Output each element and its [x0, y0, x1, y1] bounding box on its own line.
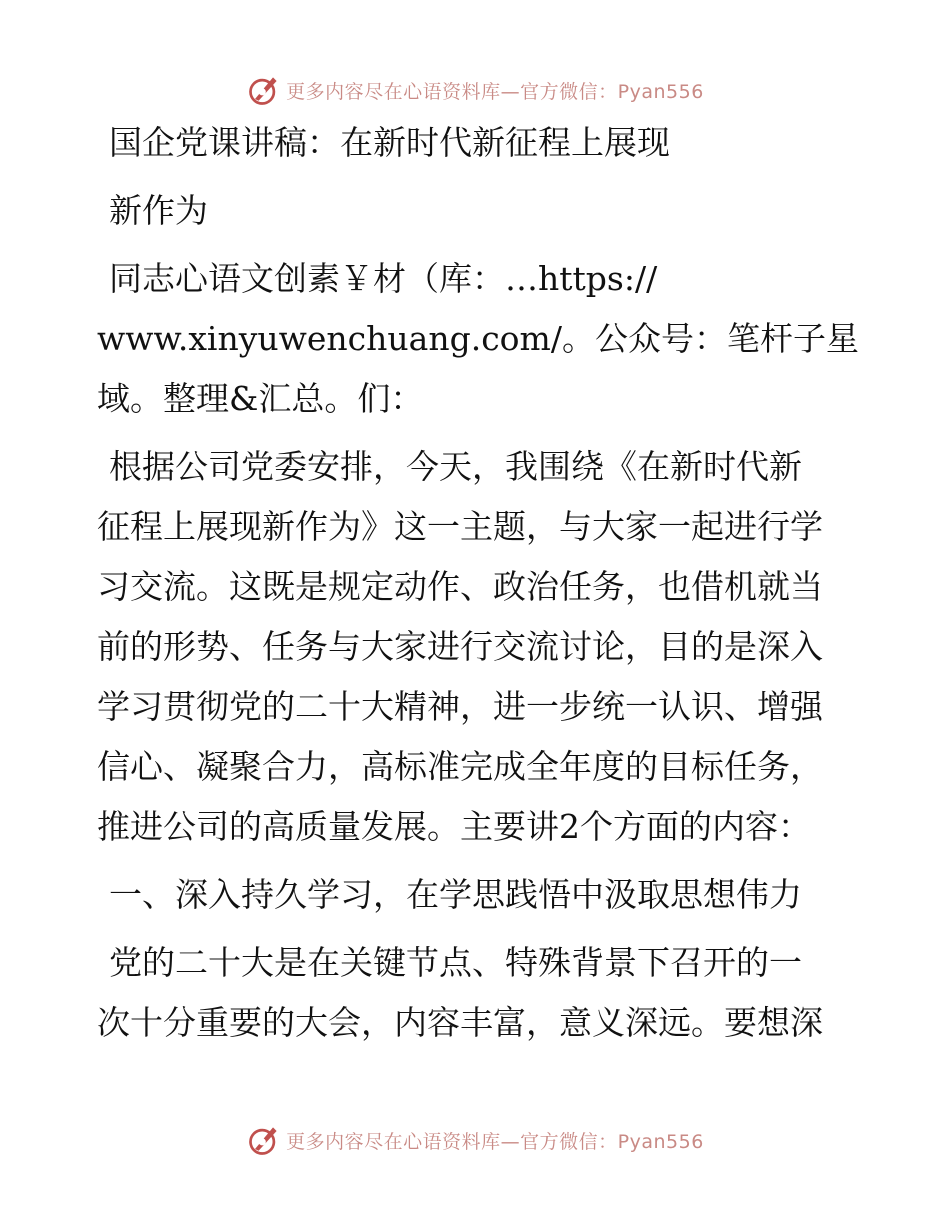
document-body — [97, 118, 857, 1048]
paragraph-line: 党的二十大是在关键节点、特殊背景下召开的一 — [109, 943, 802, 982]
quill-logo-icon — [246, 72, 282, 108]
paragraph-line: 次十分重要的大会，内容丰富，意义深远。要想深 — [97, 1003, 823, 1042]
source-line-3: 域。整理&汇总。们： — [97, 379, 424, 418]
section-heading-1: 一、深入持久学习，在学思践悟中汲取思想伟力 — [109, 875, 802, 914]
title-line-1: 国企党课讲稿：在新时代新征程上展现 — [109, 123, 670, 162]
title-line-2: 新作为 — [109, 191, 208, 230]
watermark-text: 更多内容尽在心语资料库—官方微信：Pyan556 — [286, 1130, 704, 1153]
paragraph-line: 习交流。这既是规定动作、政治任务，也借机就当 — [97, 567, 823, 606]
watermark-footer — [0, 1120, 950, 1160]
watermark-header — [0, 70, 950, 110]
paragraph-line: 征程上展现新作为》这一主题，与大家一起进行学 — [97, 507, 823, 546]
paragraph-line: 学习贯彻党的二十大精神，进一步统一认识、增强 — [97, 687, 823, 726]
quill-logo-icon — [246, 1122, 282, 1158]
watermark-text: 更多内容尽在心语资料库—官方微信：Pyan556 — [286, 80, 704, 103]
paragraph-line: 推进公司的高质量发展。主要讲2个方面的内容： — [97, 807, 811, 846]
source-line-2: www.xinyuwenchuang.com/。公众号：笔杆子星 — [97, 319, 859, 358]
paragraph-line: 信心、凝聚合力，高标准完成全年度的目标任务， — [97, 747, 823, 786]
paragraph-intro — [97, 442, 857, 852]
paragraph-line: 根据公司党委安排，今天，我围绕《在新时代新 — [109, 447, 802, 486]
paragraph-section-1 — [97, 938, 857, 1048]
paragraph-line: 前的形势、任务与大家进行交流讨论，目的是深入 — [97, 627, 823, 666]
source-line-1: 同志心语文创素￥材（库：…https:// — [109, 259, 658, 298]
